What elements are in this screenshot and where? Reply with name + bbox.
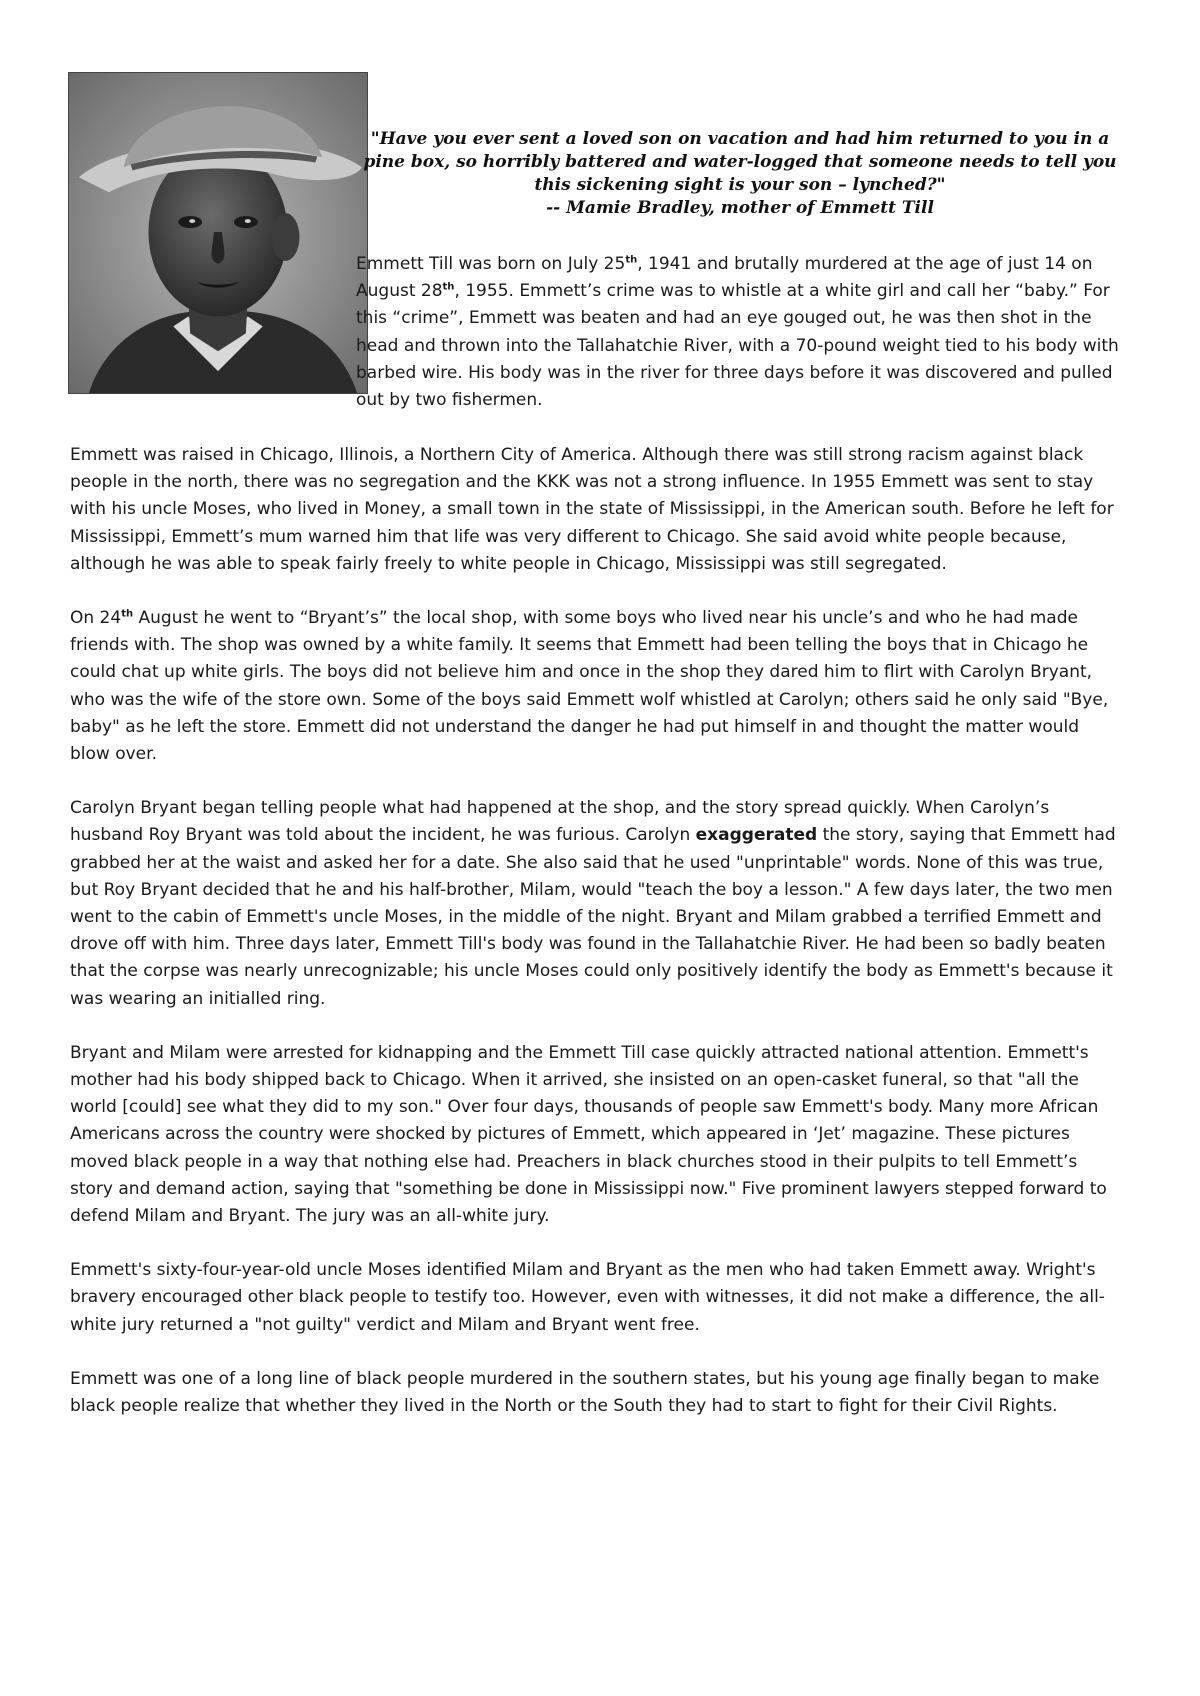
intro-text-part-2: , 1941 and brutally murdered at the age of just 14 on August 28: [356, 254, 1093, 302]
superscript: th: [625, 254, 638, 266]
intro-text: [356, 251, 1138, 414]
paragraph-funeral: Bryant and Milam were arrested for kidnapping and the Emmett Till case quickly attracted national attention. Emmett's mother had his body shipped back to Chicago. When it arrived, she insisted on an open-casket funeral, so that "all the world [could] see what they did to my son." Over four days, thousands of people saw Emmett's body. Many more African Americans across the country were shocked by pictures of Emmett, which appeared in ‘Jet’ magazine. These pictures moved black people in a way that nothing else had. Preachers in black churches stood in their pulpits to tell Emmett’s story and demand action, saying that "something be done in Mississippi now." Five prominent lawyers stepped forward to defend Milam and Bryant. The jury was an all-white jury.: [70, 1042, 1107, 1227]
article-body: [70, 442, 1122, 1447]
paragraph-text: Carolyn Bryant began telling people what had happened at the shop, and the story spread quickly. When Carolyn’s husband Roy Bryant was told about the incident, he was furious. Carolyn: [70, 798, 1050, 846]
paragraph-legacy: Emmett was one of a long line of black people murdered in the southern states, but his young age finally began to make black people realize that whether they lived in the North or the South they had to start to fight for their Civil Rights.: [70, 1368, 1100, 1417]
quote-block: [360, 128, 1120, 220]
quote-text: "Have you ever sent a loved son on vacation and had him returned to you in a pine box, so horribly battered and water-logged that someone needs to tell you this sickening sight is your son – lynched?": [363, 129, 1117, 195]
portrait-image: [69, 73, 367, 393]
paragraph-trial: Emmett's sixty-four-year-old uncle Moses identified Milam and Bryant as the men who had taken Emmett away. Wright's bravery encouraged other black people to testify too. However, even with witnesses, it did not make a difference, the all-white jury returned a "not guilty" verdict and Milam and Bryant went free.: [70, 1260, 1105, 1335]
paragraph-text: the story, saying that Emmett had grabbed her at the waist and asked her for a date. She also said that he used "unprintable" words. None of this was true, but Roy Bryant decided that he and his half-brother, Milam, would "teach the boy a lesson." A few days later, the two men went to the cabin of Emmett's uncle Moses, in the middle of the night. Bryant and Milam grabbed a terrified Emmett and drove off with him. Three days later, Emmett Till's body was found in the Tallahatchie River. He had been so badly beaten that the corpse was nearly unrecognizable; his uncle Moses could only positively identify the body as Emmett's because it was wearing an initialled ring.: [70, 825, 1116, 1009]
superscript: th: [442, 281, 455, 293]
portrait-photo: [68, 72, 368, 394]
paragraph-abduction: [70, 795, 1122, 1013]
paragraph-upbringing: Emmett was raised in Chicago, Illinois, a Northern City of America. Although there was still strong racism against black people in the north, there was no segregation and the KKK was not a strong influence. In 1955 Emmett was sent to stay with his uncle Moses, who lived in Money, a small town in the state of Mississippi, in the American south. Before he left for Mississippi, Emmett’s mum warned him that life was very different to Chicago. She said avoid white people because, although he was able to speak fairly freely to white people in Chicago, Mississippi was still segregated.: [70, 445, 1114, 574]
intro-paragraph: [356, 251, 1138, 414]
paragraph-shop-incident: [70, 605, 1122, 768]
intro-text-part-1: Emmett Till was born on July 25: [356, 254, 626, 274]
superscript: th: [121, 608, 134, 620]
paragraph-text: On 24: [70, 608, 122, 629]
intro-text-part-3: , 1955. Emmett’s crime was to whistle at a white girl and call her “baby.” For this “crime”, Emmett was beaten and had an eye gouged out, he was then shot in the head and thrown into the Tallahatchie River, with a 70-pound weight tied to his body with barbed wire. His body was in the river for three days before it was discovered and pulled out by two fishermen.: [356, 281, 1119, 411]
paragraph-text: August he went to “Bryant’s” the local shop, with some boys who lived near his uncle’s and who he had made friends with. The shop was owned by a white family. It seems that Emmett had been telling the boys that in Chicago he could chat up white girls. The boys did not believe him and once in the shop they dared him to flirt with Carolyn Bryant, who was the wife of the store own. Some of the boys said Emmett wolf whistled at Carolyn; others said he only said "Bye, baby" as he left the store. Emmett did not understand the danger he had put himself in and thought the matter would blow over.: [70, 608, 1109, 765]
bold-word: exaggerated: [695, 825, 818, 846]
quote-attribution: -- Mamie Bradley, mother of Emmett Till: [546, 198, 934, 218]
